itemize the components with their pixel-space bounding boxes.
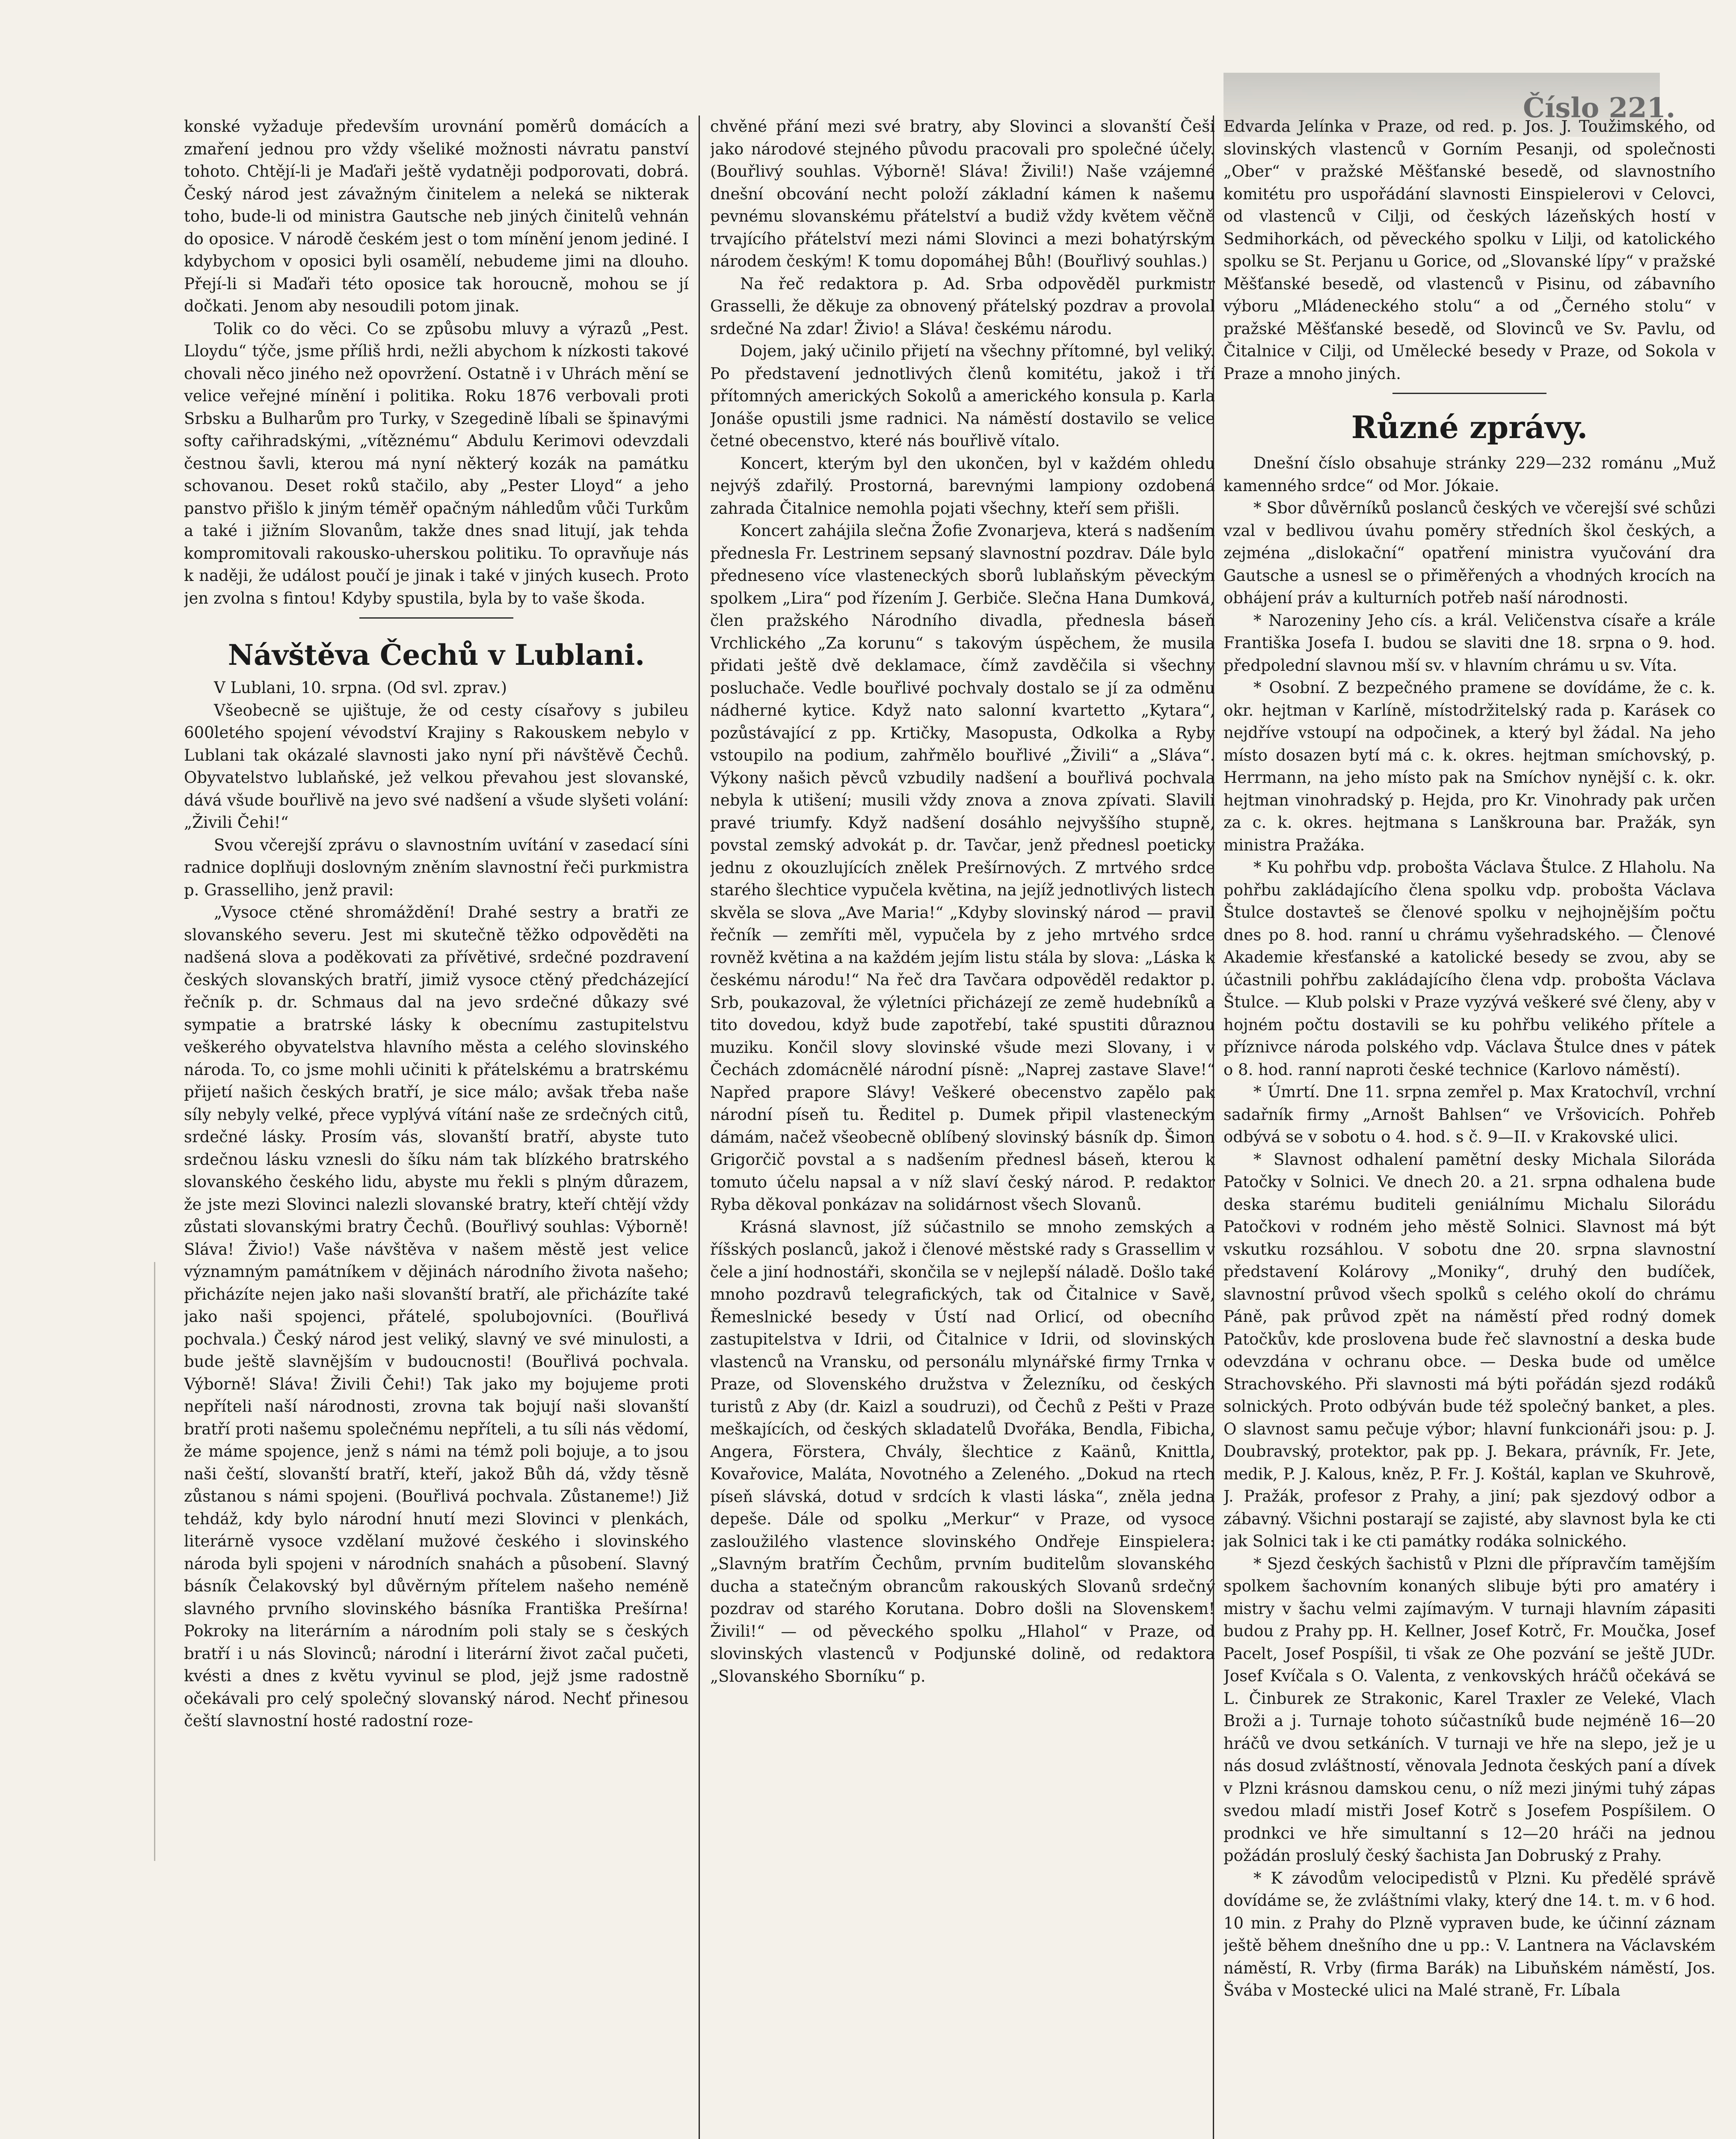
section-divider xyxy=(1392,393,1546,394)
paragraph: konské vyžaduje především urovnání poměrů domácích a zmaření jednou pro vždy všeliké možnosti návratu panství tohoto. Chtějí-li je Maďaři ještě vydatněji podporovati, dobrá. Český národ jest závažným činitelem a neleká se nikterak toho, bude-li od ministra Gautsche neb jiných činitelů vehnán do oposice. V národě českém jest o tom mínění jenom jediné. I kdybychom v oposici byli osamělí, nebudeme jimi na dlouho. Přejí-li si Maďaři této oposice tak horoucně, mohou se jí dočkati. Jenom aby nesoudili potom jinak. xyxy=(184,117,689,315)
paragraph: Všeobecně se ujištuje, že od cesty císařovy s jubileu 600letého spojení vévodství Krajiny s Rakouskem nebylo v Lublani tak okázalé slavnosti jako nyní při návštěvě Čechů. Obyvatelstvo lublaňské, jež velkou převahou jest slovanské, dává všude bouřlivě na jevo své nadšení a všude slyšeti volání: „Živili Čehi!“ xyxy=(184,701,689,832)
article-title: Návštěva Čechů v Lublani. xyxy=(228,638,645,672)
paragraph: Dojem, jaký učinilo přijetí na všechny přítomné, byl veliký. Po představení jednotlivých členů komitétu, jakož i tří přítomných amerických Sokolů a amerického konsula p. Karla Jonáše opustili jsme radnici. Na náměstí dostavilo se velice četné obecenstvo, které nás bouřlivě vítalo. xyxy=(710,342,1215,450)
section-divider xyxy=(359,617,513,619)
dateline: V Lublani, 10. srpna. (Od svl. zprav.) xyxy=(214,678,507,697)
paragraph: Na řeč redaktora p. Ad. Srba odpověděl purkmistr Grasselli, že děkuje za obnovený přátelský pozdrav a provolal srdečné Na zdar! Živio! a Sláva! českému národu. xyxy=(710,274,1215,338)
paragraph: Koncert, kterým byl den ukončen, byl v každém ohledu nejvýš zdařilý. Prostorná, barevnými lampiony ozdobená zahrada Čitalnice nemohla pojati všechny, kteří sem přišli. xyxy=(710,454,1215,518)
news-item: * Narozeniny Jeho cís. a král. Veličenstva císaře a krále Františka Josefa I. budou se slaviti dne 18. srpna o 9. hod. předpolední slavnou mší sv. v hlavním chrámu u sv. Víta. xyxy=(1223,611,1715,675)
news-item: * Sjezd českých šachistů v Plzni dle přípravčím tamějším spolkem šachovním konaných slibuje býti pro amatéry i mistry v šachu velmi zajímavým. V turnaji hlavním zápasiti budou z Prahy pp. H. Kellner, Josef Kotrč, Fr. Moučka, Josef Pacelt, Josef Pospíšil, ti však ze Ohe pozvání se ještě JUDr. Josef Kvíčala s O. Valenta, z venkovských hráčů očekává se L. Činburek ze Strakonic, Karel Traxler ze Veleké, Vlach Broži a j. Turnaje tohoto súčastníků bude nejméně 16—20 hráčů ve dvou setkáních. V turnaji ve hře na slepo, jež je u nás dosud zvláštností, věnovala Jednota českých paní a dívek v Plzni krásnou damskou cenu, o níž mezi jinými tuhý zápas svedou mladí mistři Josef Kotrč s Josefem Pospíšilem. O prodnkci ve hře simultanní s 12—20 hráči na jednou požádán proslulý český šachista Jan Dobruský z Prahy. xyxy=(1223,1554,1715,1865)
column-1 xyxy=(184,116,689,2139)
paragraph: Tolik co do věci. Co se způsobu mluvy a výrazů „Pest. Lloydu“ týče, jsme příliš hrdi, nežli abychom k nízkosti takové chovali něco jiného než opovržení. Ostatně i v Uhrách mění se velice veřejné mínění i politika. Roku 1876 verbovali proti Srbsku a Bulharům pro Turky, v Szegedině líbali se špinavými softy cařihradskými, „vítěznému“ Abdulu Kerimovi odevzdali čestnou šavli, kterou má nyní některý kozák na památku schovanou. Deset roků stačilo, aby „Pester Lloyd“ a jeho panstvo přišlo k jiným téměř opačným náhledům vůči Turkům a také i jižním Slovanům, takže dnes snad litují, jak tehda kompromitovali rakousko-uherskou politiku. To opravňuje nás k naději, že událost poučí je jinak i také v jiných kusech. Proto jen zvolna s fintou! Kdyby spustila, byla by to vaše škoda. xyxy=(184,319,689,607)
column-divider-1 xyxy=(699,116,700,2139)
paragraph: Krásná slavnost, jíž súčastnilo se mnoho zemských a říšských poslanců, jakož i členové městské rady s Grassellim v čele a jiní hodnostáři, skončila se v nejlepší náladě. Došlo také mnoho pozdravů telegrafických, tak od Čitalnice v Savě, Řemeslnické besedy v Ústí nad Orlicí, od obecního zastupitelstva v Idrii, od Čitalnice v Idrii, od slovinských vlastenců na Vransku, od personálu mlynářské firmy Trnka v Praze, od Slovenského družstva v Železníku, od českých turistů z Aby (dr. Kaizl a soudruzi), od Čechů z Pešti v Praze meškajících, od českých skladatelů Dvořáka, Bendla, Fibicha, Angera, Förstera, Chvály, šlechtice z Kaänů, Knittla, Kovařovice, Maláta, Novotného a Zeleného. „Dokud na rtech píseň slávská, dotud v srdcích k vlasti láska“, zněla jedna depeše. Dále od spolku „Merkur“ v Praze, od vysoce zasloužilého vlastence slovinského Ondřeje Einspielera: „Slavným bratřím Čechům, prvním buditelům slovanského ducha a statečným obrancům rakouských Slovanů srdečný pozdrav od starého Korutana. Dobro došli na Slovenskem! Živili!“ — od pěveckého spolku „Hlahol“ v Praze, od slovinských vlastenců v Podjunské dolině, od redaktora „Slovanského Sborníku“ p. xyxy=(710,1218,1215,1686)
news-item: * Úmrtí. Dne 11. srpna zemřel p. Max Kratochvíl, vrchní sadařník firmy „Arnošt Bahlsen“ ve Vršovicích. Pohřeb odbývá se v sobotu o 4. hod. s č. 9—II. v Krakovské ulici. xyxy=(1223,1083,1715,1146)
paragraph: „Vysoce ctěné shromáždění! Drahé sestry a bratři ze slovanského severu. Jest mi skutečně těžko odpověděti na nadšená slova a poděkovati za přívětivé, srdečné pozdravení českých slovanských bratří, jimiž vysoce ctěný předcházející řečník p. dr. Schmaus dal na jevo srdečné důkazy své sympatie a bratrské lásky k obecnímu zastupitelstvu veškerého obyvatelstva hlavního města a celého slovinského národa. To, co jsme mohli učiniti k přátelskému a bratrskému přijetí našich českých bratří, je sice málo; avšak třeba naše síly nebyly velké, přece vyplývá vítání naše ze srdečných citů, srdečné lásky. Prosím vás, slovanští bratří, abyste tuto srdečnou lásku vznesli do šíku nám tak blízkého bratrského slovanského českého lidu, abyste mu řekli s plným důrazem, že jste mezi Slovinci nalezli slovanské bratry, kteří chtějí vždy zůstati slovanskými bratry Čechů. (Bouřlivý souhlas: Výborně! Sláva! Živio!) Vaše návštěva v našem městě jest velice významným památníkem v dějinách národního života našeho; přicházíte nejen jako naši slovanští bratří, ale přicházíte také jako naši spojenci, přátelé, spolubojovníci. (Bouřlivá pochvala.) Český národ jest veliký, slavný ve své minulosti, a bude ještě slavnějším v budoucnosti! (Bouřlivá pochvala. Výborně! Sláva! Živili Čehi!) Tak jako my bojujeme proti nepříteli naší národnosti, zrovna tak bojují naši slovanští bratří proti našemu společnému nepříteli, a tu síli nás vědomí, že máme spojence, jenž s námi na témž poli bojuje, a to jsou naši čeští, slovanští bratří, kteří, jakož Bůh dá, vždy těsně zůstanou s námi spojeni. (Bouřlivá pochvala. Zůstaneme!) Již tehdáž, kdy bylo národní hnutí mezi Slovinci v plenkách, literárně vysoce vzdělaní mužové českého i slovinského národa byli spojeni v národních snahách a působení. Slavný básník Čelakovský byl důvěrným přítelem našeho neméně slavného prvního slovinského básníka Františka Prešírna! Pokroky na literárním a národním poli staly se s českých bratří i u nás Slovinců; národní i literární život začal pučeti, kvésti a dnes z květu vyvinul se plod, jejž jsme radostně očekávali pro celý společný slovanský národ. Nechť přinesou čeští slavnostní hosté radostní roze- xyxy=(184,903,689,1730)
news-item: * Osobní. Z bezpečného pramene se dovídáme, že c. k. okr. hejtman v Karlíně, místodržitelský rada p. Karásek co nejdříve vstoupí na odpočinek, a který byl žádal. Na jeho místo dosazen bytí má c. k. okres. hejtman smíchovský, p. Herrmann, na jeho místo pak na Smíchov nynější c. k. okr. hejtman vinohradský p. Hejda, pro Kr. Vinohrady pak určen za c. k. okres. hejtmana s Lanškrouna bar. Pražák, syn ministra Pražáka. xyxy=(1223,678,1715,854)
paragraph: Svou včerejší zprávu o slavnostním uvítání v zasedací síni radnice doplňuji doslovným zněním slavnostní řeči purkmistra p. Grasselliho, jenž pravil: xyxy=(184,835,689,899)
paragraph: chvěné přání mezi své bratry, aby Slovinci a slovanští Češi jako národové stejného původu pracovali pro společné účely. (Bouřlivý souhlas. Výborně! Sláva! Živili!) Naše vzájemné dnešní obcování necht položí základní kámen k našemu pevnému slovanskému přátelství a budiž vždy květem věčně trvajícího přátelství mezi námi Slovinci a mezi bohatýrským národem českým! K tomu dopomáhej Bůh! (Bouřlivý souhlas.) xyxy=(710,117,1215,270)
news-item: * Slavnost odhalení pamětní desky Michala Siloráda Patočky v Solnici. Ve dnech 20. a 21. srpna odhalena bude deska starému buditeli geniálnímu Michalu Silorádu Patočkovi v rodném jeho městě Solnici. Slavnost má být vskutku rozsáhlou. V sobotu dne 20. srpna slavnostní představení Kolárovy „Moniky“, druhý den budíček, slavnostní průvod všech spolků s celého okolí do chrámu Páně, pak průvod zpět na náměstí před rodný domek Patočkův, kde proslovena bude řeč slavnostní a deska bude odevzdána v ochranu obce. — Deska bude od umělce Strachovského. Při slavnosti má býti pořádán sjezd rodáků solnických. Proto odbýván bude též společný banket, a ples. O slavnost samu pečuje výbor; hlavní funkcionáři jsou: p. J. Doubravský, protektor, pak pp. J. Bekara, právník, Fr. Jete, medik, P. J. Kalous, kněz, P. Fr. J. Koštál, kaplan ve Skuhrově, J. Pražák, profesor z Prahy, a jiní; pak sjezdový odbor a zábavný. Všichni postarají se zajisté, aby slavnost byla ke cti jak Solnici tak i ke cti památky rodáka solnického. xyxy=(1223,1150,1715,1550)
section-title: Různé zprávy. xyxy=(1351,409,1588,445)
news-item: Dnešní číslo obsahuje stránky 229—232 románu „Muž kamenného srdce“ od Mor. Jókaie. xyxy=(1223,454,1715,495)
paragraph: Koncert zahájila slečna Žofie Zvonarjeva, která s nadšením přednesla Fr. Lestrinem sepsaný slavnostní pozdrav. Dále bylo předneseno více vlasteneckých sborů lublaňským pěveckým spolkem „Lira“ pod řízením J. Gerbiče. Slečna Hana Dumková, člen pražského Národního divadla, přednesla báseň Vrchlického „Za korunu“ s takovým úspěchem, že musila přidati ještě dvě deklamace, čímž zavděčila si všechny posluchače. Vedle bouřlivé pochvaly dostalo se jí za odměnu nádherné kytice. Když nato salonní kvartetto „Kytara“, pozůstávající z pp. Krtičky, Masopusta, Odkolka a Ryby vstoupilo na podium, zahřmělo bouřlivé „Živili“ a „Sláva“. Výkony našich pěvců vzbudily nadšení a bouřlivá pochvala nebyla k utišení; musili vždy znova a znova zpívati. Slavili pravé triumfy. Když nadšení dosáhlo nejvyššího stupně, povstal zemský advokát p. dr. Tavčar, jenž přednesl poeticky jednu z okouzlujících znělek Prešírnových. Z mrtvého srdce starého šlechtice vypučela květina, na jejíž jednotlivých listech skvěla se slova „Ave Maria!“ „Kdyby slovinský národ — pravil řečník — zemříti měl, vypučela by z jeho mrtvého srdce rovněž květina a na každém jejím listu stála by slova: „Láska k českému národu!“ Na řeč dra Tavčara odpověděl redaktor p. Srb, poukazoval, že výletníci přicházejí ze země hudebníků a tito dovedou, když bude zapotřebí, také spustiti důraznou muziku. Končil slovy slovinské všude mezi Slovany, i v Čechách zdomácnělé národní písně: „Naprej zastave Slave!“ Napřed prapore Slávy! Veškeré obecenstvo zapělo pak národní píseň tu. Ředitel p. Dumek připil vlasteneckým dámám, načež všeobecně oblíbený slovinský básník dp. Šimon Grigorčič povstal a s nadšením přednesl báseň, kterou k tomuto účelu napsal a v níž slaví český národ. P. redaktor Ryba děkoval ponkázav na solidárnost všech Slovanů. xyxy=(710,521,1215,1214)
page-number: Číslo 221. xyxy=(1523,92,1676,124)
news-item: * Sbor důvěrníků poslanců českých ve včerejší své schůzi vzal v bedlivou úvahu poměry středních škol českých, a zejména „dislokační“ opatření ministra vyučování dra Gautsche a usnesl se o přiměřených a vhodných krocích na obhájení práv a kulturních potřeb naší národnosti. xyxy=(1223,499,1715,607)
news-item: * Ku pohřbu vdp. probošta Václava Štulce. Z Hlaholu. Na pohřbu zakládajícího člena spolku vdp. probošta Václava Štulce dostavteš se členové spolku v nejhojnějším počtu dnes po 8. hod. ranní u chrámu vyšehradského. — Členové Akademie křesťanské a katolické besedy se zvou, aby se účastnili pohřbu zakládajícího člena vdp. probošta Václava Štulce. — Klub polski v Praze vyzývá veškeré své členy, aby v hojném počtu dostavili se ku pohřbu velikého přítele a příznivce národa polského vdp. Václava Štulce dnes v pátek o 8. hod. ranní naproti české technice (Karlovo náměstí). xyxy=(1223,858,1715,1079)
column-3 xyxy=(1223,116,1715,2139)
paragraph: Edvarda Jelínka v Praze, od red. p. Jos. J. Toužimského, od slovinských vlastenců v Gorním Pesanji, od společnosti „Ober“ v pražské Měšťanské besedě, od slavnostního komitétu pro uspořádání slavnosti Einspielerovi v Celovci, od vlastenců v Cilji, od českých lázeňských hostí v Sedmihorkách, od pěveckého spolku v Lilji, od katolického spolku se St. Perjanu u Gorice, od „Slovanské lípy“ v pražské Měšťanské besedě, od vlastenců v Pisinu, od zábavního výboru „Mládeneckého stolu“ a od „Černého stolu“ v pražské Měšťanské besedě, od Slovinců ve Sv. Pavlu, od Čitalnice v Cilji, od Umělecké besedy v Praze, od Sokola v Praze a mnoho jiných. xyxy=(1223,117,1715,383)
binding-shadow xyxy=(154,1262,155,1861)
news-item: * K závodům velocipedistů v Plzni. Ku předělé správě dovídáme se, že zvláštními vlaky, který dne 14. t. m. v 6 hod. 10 min. z Prahy do Plzně vypraven bude, ke účinní záznam ještě během dnešního dne u pp.: V. Lantnera na Václavském náměstí, R. Vrby (firma Barák) na Libuňském náměstí, Jos. Švába v Mostecké ulici na Malé straně, Fr. Líbala xyxy=(1223,1869,1715,2000)
column-2 xyxy=(710,116,1215,2139)
